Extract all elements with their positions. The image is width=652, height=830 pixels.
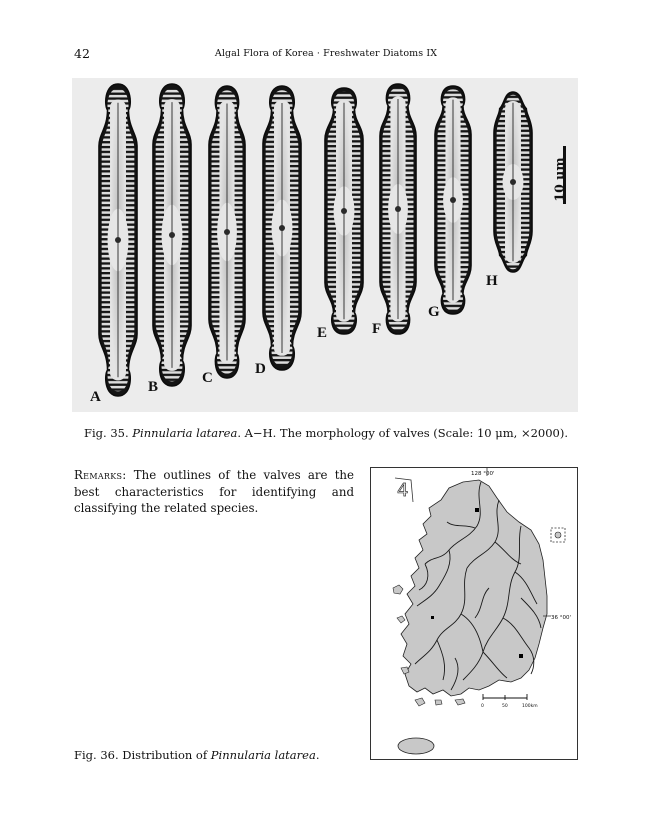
svg-text:0: 0 xyxy=(481,704,484,709)
remarks-heading: Remarks: xyxy=(74,468,127,482)
valve-micrographs xyxy=(72,78,578,412)
panel-label-e: E xyxy=(317,325,328,341)
region-number: 4 xyxy=(397,480,409,501)
page-number: 42 xyxy=(74,46,90,61)
panel-label-c: C xyxy=(202,370,213,386)
figure-36-caption: Fig. 36. Distribution of Pinnularia latarea. xyxy=(74,748,320,762)
svg-text:50: 50 xyxy=(502,704,508,709)
panel-label-f: F xyxy=(372,321,382,337)
panel-label-b: B xyxy=(148,379,159,395)
figure-35-plate xyxy=(72,78,578,412)
valve-e xyxy=(325,88,363,334)
svg-text:100km: 100km xyxy=(522,704,538,709)
valve-d xyxy=(263,86,301,370)
valve-b xyxy=(153,84,191,386)
panel-label-d: D xyxy=(255,361,266,377)
valve-a xyxy=(99,84,137,396)
valve-g xyxy=(435,86,471,314)
panel-label-g: G xyxy=(428,304,440,320)
running-head: Algal Flora of Korea · Freshwater Diatoms IX xyxy=(214,48,438,59)
valve-c xyxy=(209,86,245,378)
longitude-label: 128 °00' xyxy=(471,471,495,477)
valve-h xyxy=(494,92,532,272)
valve-f xyxy=(380,84,416,334)
panel-label-a: A xyxy=(90,389,101,405)
remarks-text: The outlines of the valves are the best characteristics for identifying and classifying the related species. xyxy=(74,468,355,515)
latitude-label: 36 °00' xyxy=(551,615,572,621)
scale-bar-label: 10 μm xyxy=(551,157,567,202)
figure-35-caption: Fig. 35. Pinnularia latarea. A−H. The morphology of valves (Scale: 10 μm, ×2000). xyxy=(84,426,568,440)
peninsula-landmass xyxy=(401,480,547,696)
distribution-map xyxy=(370,467,578,760)
jeju-island xyxy=(398,738,434,754)
remarks-paragraph xyxy=(74,467,354,517)
panel-label-h: H xyxy=(486,273,498,289)
map-scale-bar xyxy=(481,694,538,709)
